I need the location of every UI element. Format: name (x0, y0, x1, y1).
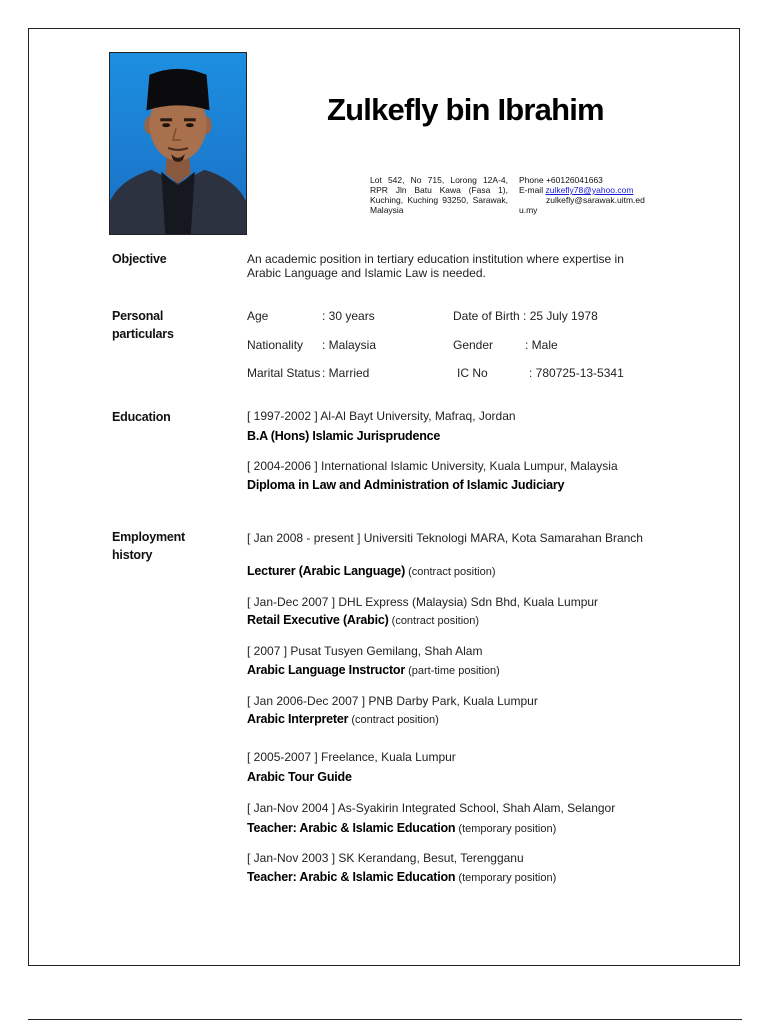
personal-heading-line1: Personal (112, 309, 164, 323)
employment-heading-line1: Employment (112, 530, 186, 544)
profile-photo (109, 52, 247, 235)
degree-title: Diploma in Law and Administration of Islamic Judiciary (247, 478, 565, 492)
postal-address: Lot 542, No 715, Lorong 12A-4, RPR Jln Batu Kawa (Fasa 1), Kuching, Kuching 93250, Sarawak, Malaysia (370, 175, 508, 215)
job-title: Teacher: Arabic & Islamic Education (247, 821, 456, 835)
employment-entry-line: [ 2005-2007 ] Freelance, Kuala Lumpur (247, 750, 456, 764)
employment-entry-title (247, 711, 439, 728)
position-type: (temporary position) (455, 872, 557, 884)
job-title: Retail Executive (Arabic) (247, 613, 389, 627)
nationality-value: : Malaysia (322, 338, 377, 352)
employment-entry-title (247, 612, 479, 629)
age-label: Age (247, 309, 269, 323)
ic-no-label: IC No (457, 366, 488, 380)
age-value: : 30 years (322, 309, 375, 323)
employment-heading-line2: history (112, 548, 153, 562)
education-entry-line: [ 2004-2006 ] International Islamic University, Kuala Lumpur, Malaysia (247, 459, 618, 473)
position-type: (temporary position) (455, 823, 557, 835)
job-title: Arabic Interpreter (247, 712, 349, 726)
marital-status-value: : Married (322, 366, 370, 380)
employment-entry-line: [ Jan-Dec 2007 ] DHL Express (Malaysia) Sdn Bhd, Kuala Lumpur (247, 595, 599, 609)
employment-entry-title (247, 662, 500, 679)
job-title: Teacher: Arabic & Islamic Education (247, 870, 456, 884)
education-entry-title (247, 477, 564, 493)
employment-entry-line: [ Jan 2006-Dec 2007 ] PNB Darby Park, Kuala Lumpur (247, 694, 538, 708)
employment-entry-line: [ Jan-Nov 2003 ] SK Kerandang, Besut, Terengganu (247, 851, 524, 865)
employment-entry-title (247, 820, 556, 837)
position-type: (contract position) (348, 714, 439, 726)
nationality-label: Nationality (247, 338, 304, 352)
objective-heading: Objective (112, 252, 167, 266)
email-line (519, 185, 652, 195)
phone-number: Phone +60126041663 (519, 175, 603, 185)
next-page-edge (28, 1019, 742, 1030)
job-title: Lecturer (Arabic Language) (247, 564, 406, 578)
job-title: Arabic Tour Guide (247, 770, 352, 784)
contact-details (519, 175, 652, 215)
personal-heading-line2: particulars (112, 327, 174, 341)
employment-entry-title (247, 563, 496, 580)
employment-entry-line: [ Jan-Nov 2004 ] As-Syakirin Integrated School, Shah Alam, Selangor (247, 801, 616, 815)
degree-title: B.A (Hons) Islamic Jurisprudence (247, 429, 441, 443)
candidate-name: Zulkefly bin Ibrahim (327, 92, 604, 127)
employment-entry-line: [ Jan 2008 - present ] Universiti Teknologi MARA, Kota Samarahan Branch (247, 531, 643, 545)
position-type: (part-time position) (405, 665, 500, 677)
position-type: (contract position) (405, 566, 496, 578)
education-entry-title (247, 428, 440, 444)
employment-entry-title (247, 869, 556, 886)
marital-status-label: Marital Status (247, 366, 321, 380)
job-title: Arabic Language Instructor (247, 663, 406, 677)
gender-label: Gender (453, 338, 494, 352)
gender-value: : Male (525, 338, 558, 352)
email-uitm-part1: zulkefly@sarawak.uitm.ed (546, 195, 645, 205)
position-type: (contract position) (388, 615, 480, 627)
email-label: E-mail (519, 185, 546, 195)
employment-entry-line: [ 2007 ] Pusat Tusyen Gemilang, Shah Alam (247, 644, 483, 658)
employment-entry-title (247, 769, 352, 786)
education-heading: Education (112, 410, 171, 424)
education-entry-line: [ 1997-2002 ] Al-Al Bayt University, Mafraq, Jordan (247, 409, 516, 423)
email-link-yahoo[interactable]: zulkefly78@yahoo.com (545, 185, 634, 195)
email-uitm-part2: u.my (519, 205, 538, 215)
objective-text: An academic position in tertiary education institution where expertise in Arabic Language and Islamic Law is needed. (247, 252, 624, 280)
date-of-birth: Date of Birth : 25 July 1978 (453, 309, 598, 323)
ic-no-value: : 780725-13-5341 (529, 366, 624, 380)
